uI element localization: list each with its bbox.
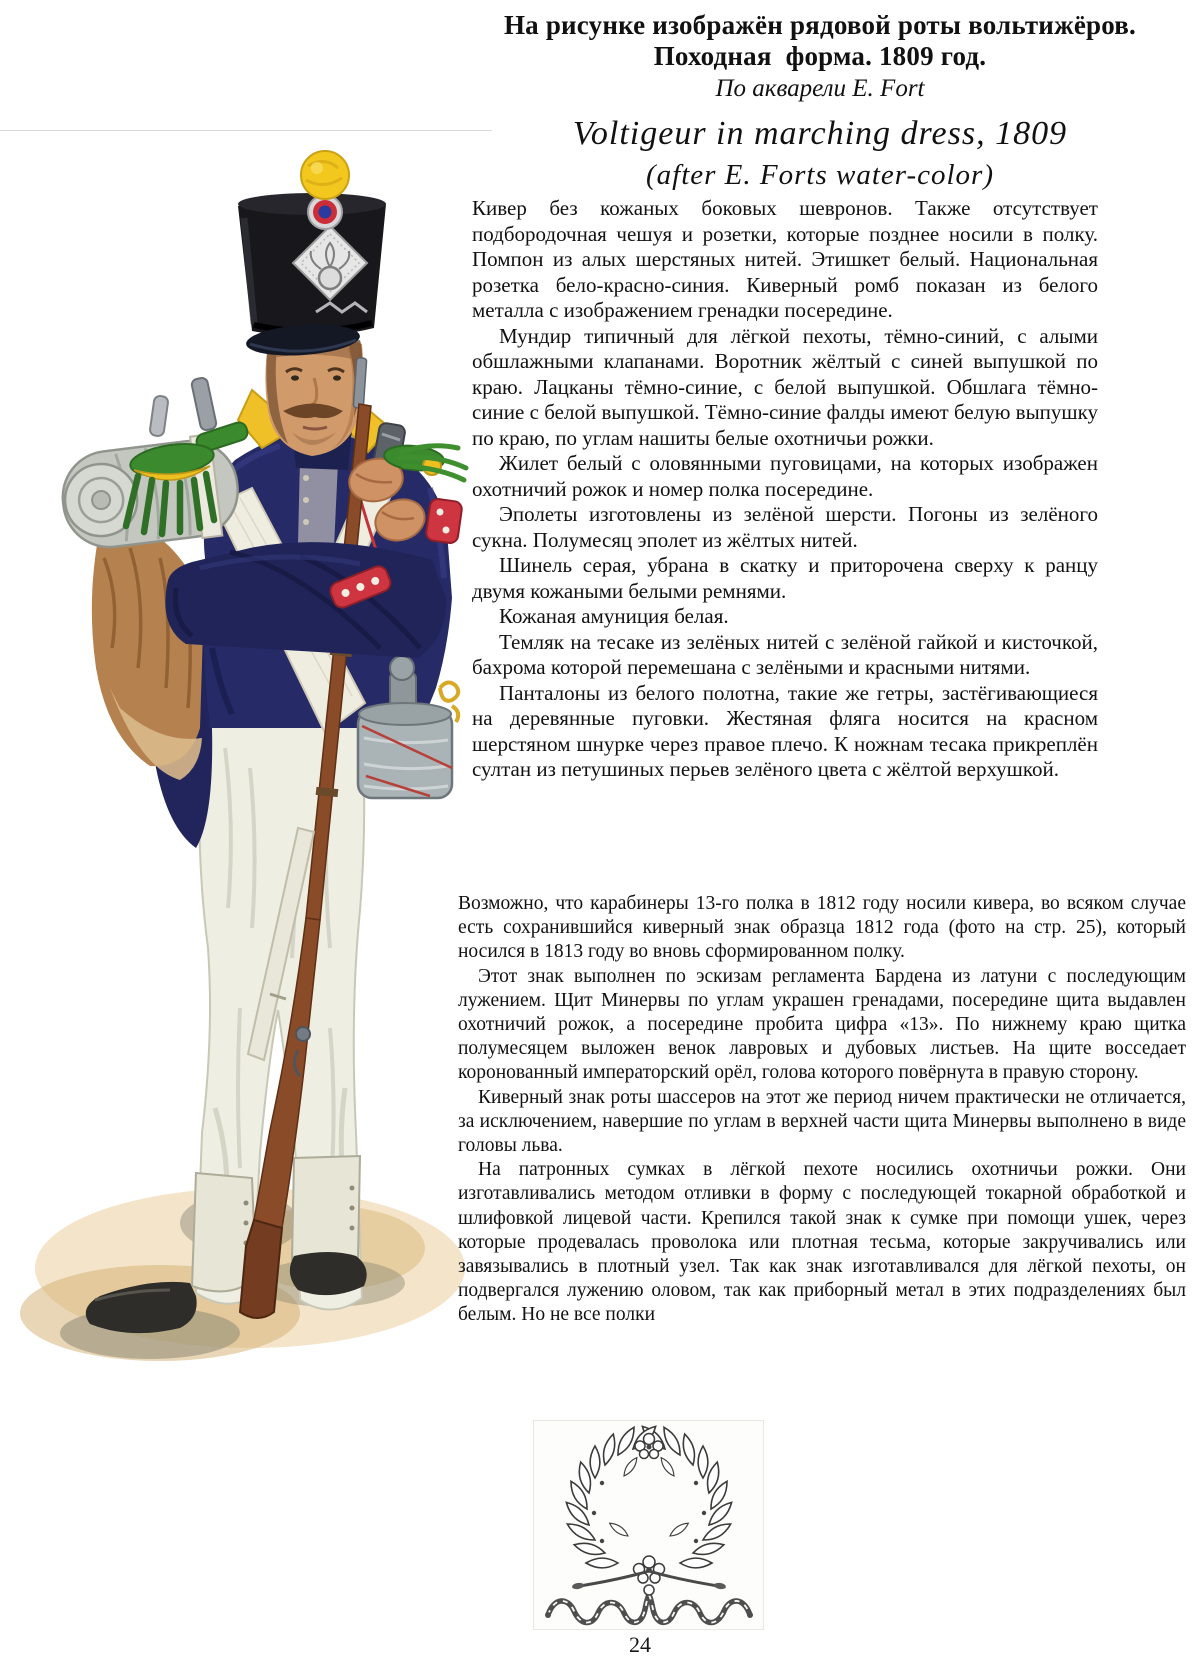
paragraph: Темляк на тесаке из зелёных нитей с зелёной гайкой и кисточкой, бахрома которой перемешана с зелёными и красными нитями. bbox=[472, 629, 1098, 679]
paragraph: Кивер без кожаных боковых шевронов. Также отсутствует подбородочная чешуя и розетки, которые позднее носили в полку. Помпон из алых шерстяных нитей. Этишкет белый. Национальная розетка бело-красно-синия. Киверный ромб показан из белого металла с изображением гренадки посередине. bbox=[472, 196, 1098, 322]
shako-badge-notes-text bbox=[458, 892, 1186, 1328]
soldier-illustration bbox=[0, 128, 470, 1368]
wreath-ribbon bbox=[545, 1585, 753, 1623]
paragraph: Эполеты изготовлены из зелёной шерсти. Погоны из зелёного сукна. Полумесяц эполет из жёлтых нитей. bbox=[472, 502, 1098, 552]
paragraph: Этот знак выполнен по эскизам регламента Бардена из латуни с последующим лужением. Щит Минервы по углам украшен гренадами, посередине щита выдавлен охотничий рожок, а посередине пробита цифра «13». По нижнему краю щитка полумесяцем выложен венок лавровых и дубовых листьев. На щите восседает коронованный императорский орёл, голова которого повёрнута в правую сторону. bbox=[458, 965, 1186, 1084]
page-number: 24 bbox=[629, 1632, 651, 1657]
subtitle-english-credit: (after E. Forts water-color) bbox=[646, 158, 994, 191]
paragraph: Шинель серая, убрана в скатку и приторочена сверху к ранцу двумя кожаными белыми ремнями. bbox=[472, 553, 1098, 603]
paragraph: Возможно, что карабинеры 13-го полка в 1812 году носили кивера, во всяком случае есть сохранившийся киверный знак образца 1812 года (фото на стр. 25), который носился в 1813 году во вновь сформированном полку. bbox=[458, 893, 1186, 963]
paragraph: Кожаная амуниция белая. bbox=[499, 604, 729, 628]
paragraph: Панталоны из белого полотна, такие же гетры, застёгивающиеся на деревянные пуговки. Жестяная фляга носится на красном шерстяном шнурке через правое плечо. К ножнам тесака прикреплён султан из петушиных перьев зелёного цвета с жёлтой верхушкой. bbox=[472, 680, 1098, 781]
paragraph: Мундир типичный для лёгкой пехоты, тёмно-синий, с алыми обшлажными клапанами. Воротник жёлтый с синей выпушкой по краю. Лацканы тёмно-синие, с белой выпушкой. Обшлага тёмно-синие с белой выпушкой. Тёмно-синие фалды имеют белую выпушку по краю, по углам нашиты белые охотничьи рожки. bbox=[472, 323, 1098, 450]
roll-straps bbox=[149, 377, 217, 437]
page-title-line2: Походная форма. 1809 год. bbox=[653, 41, 987, 72]
pompon bbox=[301, 151, 349, 199]
wreath-bottom-flower bbox=[634, 1556, 665, 1583]
wreath-ornament-box bbox=[533, 1420, 764, 1630]
paragraph: Киверный знак роты шассеров на этот же период ничем практически не отличается, за исключением, навершие по углам в верхней части щита Минервы выполнено в виде головы льва. bbox=[458, 1086, 1186, 1157]
page-title-line1: На рисунке изображён рядовой роты вольтижёров. bbox=[503, 10, 1137, 40]
cockade-icon bbox=[308, 195, 342, 229]
paragraph: На патронных сумках в лёгкой пехоте носились охотничьи рожки. Они изготавливались методом отливки в форму с последующей токарной обработкой и шлифовкой лицевой части. Крепился такой знак к сумке при помощи ушек, через которые продевалась проволока или плотная тесьма, которые закручивались или завязывались в плотный узел. Так как знак изготавливался для лёгкой пехоты, он подвергался лужению оловом, так как приборный метал в этих подразделениях был белым. Но не все полки bbox=[458, 1159, 1186, 1326]
shako bbox=[238, 151, 386, 359]
title-block bbox=[460, 10, 1180, 192]
subtitle-russian: По акварели Е. Fort bbox=[715, 75, 925, 103]
paragraph: Жилет белый с оловянными пуговицами, на которых изображен охотничий рожок и номер полка посередине. bbox=[472, 451, 1098, 501]
laurel-wreath-ornament bbox=[534, 1421, 763, 1629]
uniform-description-text bbox=[472, 196, 1098, 783]
subtitle-english: Voltigeur in marching dress, 1809 bbox=[572, 114, 1068, 152]
